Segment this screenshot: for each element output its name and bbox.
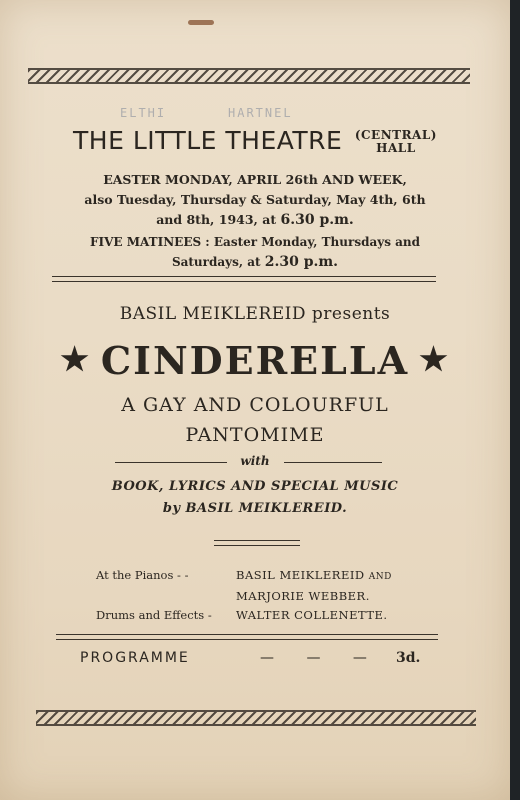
matinees-line2-prefix: Saturdays, at <box>171 255 265 269</box>
matinees-info <box>0 232 510 272</box>
book-line1: BOOK, LYRICS AND SPECIAL MUSIC <box>111 479 399 494</box>
show-title <box>0 338 510 383</box>
dates-line3 <box>0 210 510 230</box>
credit-role: Drums and Effects - <box>96 608 212 622</box>
theatre-name <box>0 126 510 155</box>
credit-name: WALTER COLLENETTE. <box>236 608 388 622</box>
subtitle-line2: PANTOMIME <box>185 424 325 446</box>
matinee-time: 2.30 p.m. <box>264 254 339 270</box>
theatre-location <box>355 129 437 155</box>
book-credit <box>0 476 510 520</box>
credit-name-conjunction: AND <box>368 572 392 582</box>
divider-rule <box>56 634 438 640</box>
credit-name-text: BASIL MEIKLEREID <box>236 568 369 582</box>
credit-name <box>236 566 392 587</box>
matinees-line2 <box>0 252 510 272</box>
performance-dates <box>0 170 510 230</box>
theatre-name-text: THE LITTLE THEATRE <box>73 126 343 155</box>
credit-role: At the Pianos - - <box>96 568 189 582</box>
matinees-line1: FIVE MATINEES : Easter Monday, Thursdays and <box>89 235 421 249</box>
handwritten-note: HARTNEL <box>228 106 293 120</box>
credit-row <box>96 566 392 587</box>
credit-row <box>96 606 392 625</box>
programme-price: 3d. <box>396 650 421 666</box>
programme-label: PROGRAMME <box>80 650 190 666</box>
star-icon: ★ <box>419 340 450 378</box>
subtitle-line1: A GAY AND COLOURFUL <box>121 394 389 416</box>
dates-line1: EASTER MONDAY, APRIL 26th AND WEEK, <box>103 172 407 187</box>
top-border-ornament <box>28 68 470 84</box>
programme-price-line <box>80 650 430 666</box>
show-title-text: CINDERELLA <box>100 338 410 383</box>
divider-rule <box>52 276 436 282</box>
with-line-left <box>115 462 227 463</box>
location-line2: HALL <box>376 141 416 155</box>
book-line2: by BASIL MEIKLEREID. <box>162 501 348 516</box>
bottom-border-ornament <box>36 710 476 726</box>
with-line-right <box>284 462 382 463</box>
scan-background-edge <box>510 0 520 800</box>
presenter-line: BASIL MEIKLEREID presents <box>119 304 391 324</box>
handwritten-note: ELTHI <box>120 106 167 120</box>
evening-time: 6.30 p.m. <box>280 212 354 228</box>
with-divider <box>0 454 510 470</box>
location-line1: (CENTRAL) <box>354 128 437 142</box>
credits-list <box>96 566 392 625</box>
punch-hole-mark <box>188 20 214 25</box>
star-icon: ★ <box>60 340 91 378</box>
programme-dashes: — — — <box>260 650 381 666</box>
dates-line2: also Tuesday, Thursday & Saturday, May 4th, 6th <box>84 192 426 207</box>
show-subtitle <box>0 390 510 450</box>
with-label: with <box>240 454 270 468</box>
short-divider-rule <box>214 540 300 546</box>
credit-row <box>96 587 392 606</box>
dates-line3-prefix: and 8th, 1943, at <box>156 212 281 227</box>
credit-name: MARJORIE WEBBER. <box>236 589 370 603</box>
